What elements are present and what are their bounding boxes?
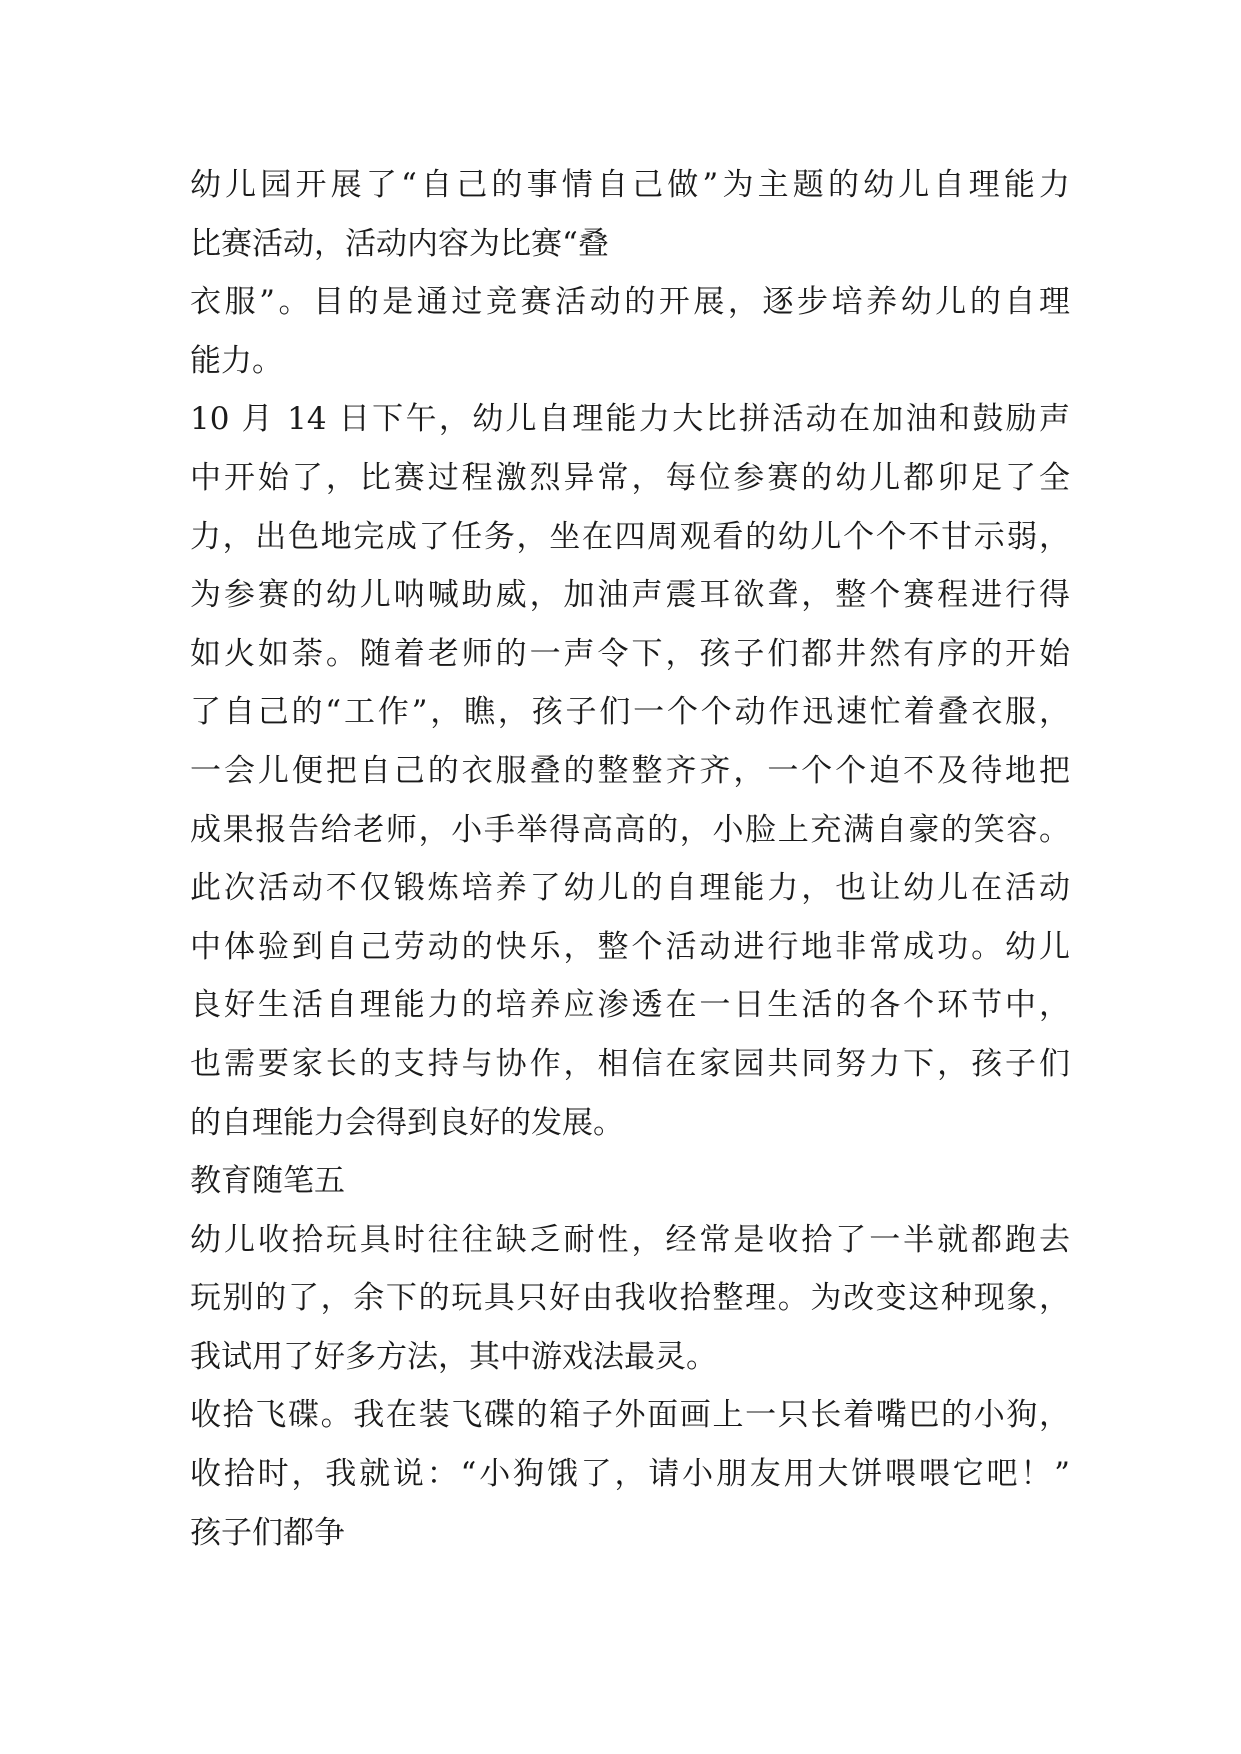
text-line: 力，出色地完成了任务，坐在四周观看的幼儿个个不甘示弱，: [190, 518, 1070, 555]
text-line: 良好生活自理能力的培养应渗透在一日生活的各个环节中，: [190, 987, 1070, 1024]
body-text: [190, 156, 1070, 1562]
text-line: 中体验到自己劳动的快乐，整个活动进行地非常成功。幼儿: [190, 928, 1070, 965]
text-line: 了自己的“工作”，瞧，孩子们一个个动作迅速忙着叠衣服，: [190, 694, 1070, 731]
text-line: 我试用了好多方法，其中游戏法最灵。: [190, 1338, 717, 1375]
text-line: 收拾时，我就说：“小狗饿了，请小朋友用大饼喂喂它吧！”: [190, 1456, 1070, 1493]
text-line: 10 月 14 日下午，幼儿自理能力大比拼活动在加油和鼓励声: [190, 401, 1070, 438]
text-line: 幼儿园开展了“自己的事情自己做”为主题的幼儿自理能力: [190, 167, 1070, 203]
text-line: 也需要家长的支持与协作，相信在家园共同努力下，孩子们: [190, 1045, 1070, 1082]
text-line: 能力。: [190, 342, 283, 379]
text-line: 成果报告给老师，小手举得高高的，小脸上充满自豪的笑容。: [190, 811, 1070, 848]
text-line: 中开始了，比赛过程激烈异常，每位参赛的幼儿都卯足了全: [190, 459, 1070, 496]
text-line: 玩别的了，余下的玩具只好由我收拾整理。为改变这种现象，: [190, 1280, 1070, 1317]
text-line: 此次活动不仅锻炼培养了幼儿的自理能力，也让幼儿在活动: [190, 870, 1070, 907]
text-line: 衣服”。目的是通过竞赛活动的开展，逐步培养幼儿的自理: [190, 284, 1070, 321]
text-line: 的自理能力会得到良好的发展。: [190, 1104, 624, 1141]
text-line: 为参赛的幼儿呐喊助威，加油声震耳欲聋，整个赛程进行得: [190, 577, 1070, 614]
text-line: 收拾飞碟。我在装飞碟的箱子外面画上一只长着嘴巴的小狗，: [190, 1397, 1070, 1434]
text-line: 如火如荼。随着老师的一声令下，孩子们都井然有序的开始: [190, 635, 1070, 672]
text-line: 比赛活动，活动内容为比赛“叠: [190, 225, 609, 262]
text-line: 一会儿便把自己的衣服叠的整整齐齐，一个个迫不及待地把: [190, 752, 1070, 789]
text-line: 幼儿收拾玩具时往往缺乏耐性，经常是收拾了一半就都跑去: [190, 1221, 1070, 1258]
text-line: 孩子们都争: [190, 1514, 345, 1551]
section-heading: 教育随笔五: [190, 1163, 345, 1200]
